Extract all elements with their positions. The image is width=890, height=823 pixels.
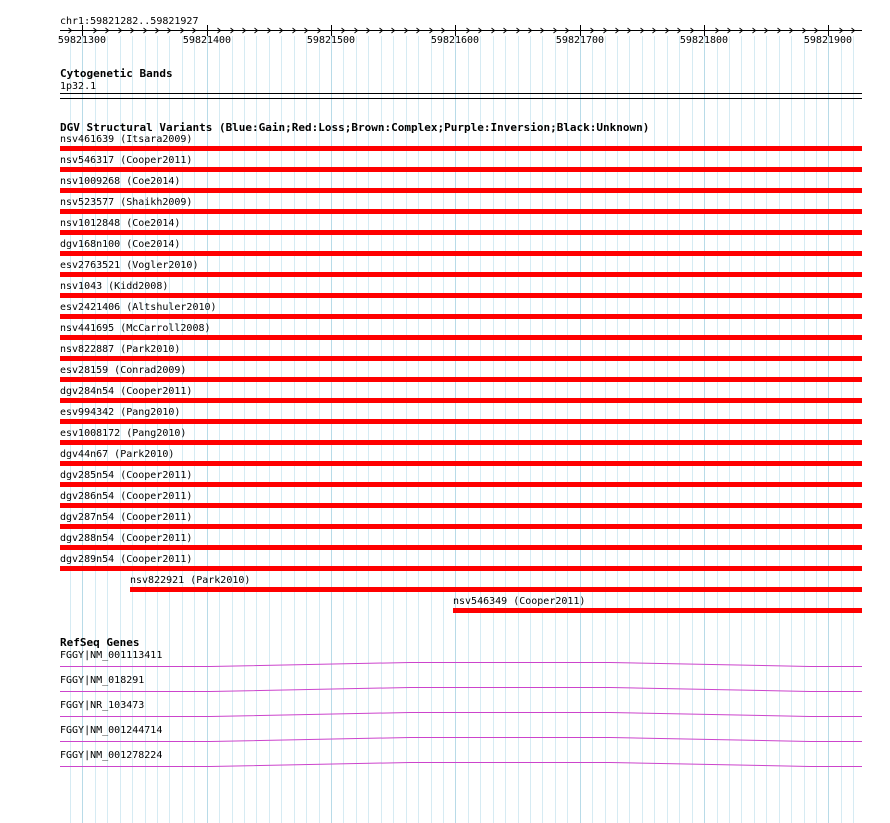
variant-label[interactable]: esv1008172 (Pang2010) <box>60 428 187 439</box>
gene-label[interactable]: FGGY|NM_001244714 <box>60 725 163 736</box>
variant-label[interactable]: dgv286n54 (Cooper2011) <box>60 491 193 502</box>
variant-bar[interactable] <box>60 545 862 550</box>
variant-bar[interactable] <box>60 356 862 361</box>
variant-bar[interactable] <box>60 230 862 235</box>
variant-bar[interactable] <box>130 587 862 592</box>
gene-intron-path <box>60 713 862 717</box>
variant-bar[interactable] <box>60 188 862 193</box>
ruler-tick-label: 59821400 <box>182 35 232 46</box>
variant-label[interactable]: esv2763521 (Vogler2010) <box>60 260 199 271</box>
gene-label[interactable]: FGGY|NR_103473 <box>60 700 145 711</box>
variant-label[interactable]: nsv546349 (Cooper2011) <box>453 596 586 607</box>
variant-label[interactable]: esv28159 (Conrad2009) <box>60 365 187 376</box>
refseq-track-title[interactable]: RefSeq Genes <box>60 636 140 649</box>
variant-bar[interactable] <box>60 293 862 298</box>
cytoband-line-bottom <box>60 98 862 99</box>
gene-intron-path <box>60 738 862 742</box>
gene-intron-line[interactable] <box>0 710 890 720</box>
gene-intron-line[interactable] <box>0 760 890 770</box>
variant-label[interactable]: nsv523577 (Shaikh2009) <box>60 197 193 208</box>
gene-label[interactable]: FGGY|NM_001278224 <box>60 750 163 761</box>
gene-intron-path <box>60 688 862 692</box>
variant-label[interactable]: dgv168n100 (Coe2014) <box>60 239 181 250</box>
variant-label[interactable]: nsv1012848 (Coe2014) <box>60 218 181 229</box>
variant-label[interactable]: esv2421406 (Altshuler2010) <box>60 302 217 313</box>
gene-intron-line[interactable] <box>0 685 890 695</box>
ruler-tick-label: 59821600 <box>430 35 480 46</box>
variant-bar[interactable] <box>60 314 862 319</box>
gene-label[interactable]: FGGY|NM_001113411 <box>60 650 163 661</box>
dgv-track-title[interactable]: DGV Structural Variants (Blue:Gain;Red:Loss;Brown:Complex;Purple:Inversion;Black:Unknown) <box>60 121 650 134</box>
variant-bar[interactable] <box>60 524 862 529</box>
variant-label[interactable]: nsv461639 (Itsara2009) <box>60 134 193 145</box>
gene-intron-path <box>60 763 862 767</box>
variant-bar[interactable] <box>60 566 862 571</box>
variant-label[interactable]: dgv44n67 (Park2010) <box>60 449 175 460</box>
variant-bar[interactable] <box>60 146 862 151</box>
gene-label[interactable]: FGGY|NM_018291 <box>60 675 145 686</box>
variant-label[interactable]: esv994342 (Pang2010) <box>60 407 181 418</box>
variant-bar[interactable] <box>60 482 862 487</box>
variant-label[interactable]: dgv285n54 (Cooper2011) <box>60 470 193 481</box>
ruler-tick-label: 59821500 <box>306 35 356 46</box>
gene-intron-path <box>60 663 862 667</box>
variant-bar[interactable] <box>60 209 862 214</box>
variant-bar[interactable] <box>60 440 862 445</box>
variant-bar[interactable] <box>60 251 862 256</box>
variant-bar[interactable] <box>60 503 862 508</box>
variant-label[interactable]: dgv284n54 (Cooper2011) <box>60 386 193 397</box>
variant-bar[interactable] <box>60 461 862 466</box>
variant-label[interactable]: dgv289n54 (Cooper2011) <box>60 554 193 565</box>
variant-bar[interactable] <box>60 398 862 403</box>
variant-label[interactable]: dgv288n54 (Cooper2011) <box>60 533 193 544</box>
cytoband-label[interactable]: 1p32.1 <box>60 81 97 92</box>
variant-bar[interactable] <box>60 335 862 340</box>
variant-label[interactable]: nsv441695 (McCarroll2008) <box>60 323 211 334</box>
ruler-tick-label: 59821700 <box>555 35 605 46</box>
variant-label[interactable]: dgv287n54 (Cooper2011) <box>60 512 193 523</box>
variant-bar[interactable] <box>60 167 862 172</box>
variant-label[interactable]: nsv822921 (Park2010) <box>130 575 251 586</box>
ruler-tick-label: 59821900 <box>803 35 853 46</box>
gene-intron-line[interactable] <box>0 660 890 670</box>
cytoband-line-top <box>60 93 862 94</box>
variant-bar[interactable] <box>60 272 862 277</box>
variant-label[interactable]: nsv1009268 (Coe2014) <box>60 176 181 187</box>
variant-label[interactable]: nsv546317 (Cooper2011) <box>60 155 193 166</box>
variant-label[interactable]: nsv822887 (Park2010) <box>60 344 181 355</box>
variant-label[interactable]: nsv1043 (Kidd2008) <box>60 281 169 292</box>
cytoband-track-title[interactable]: Cytogenetic Bands <box>60 67 173 80</box>
variant-bar[interactable] <box>60 419 862 424</box>
ruler-range-label: chr1:59821282..59821927 <box>60 16 199 27</box>
ruler-tick-label: 59821800 <box>679 35 729 46</box>
ruler-tick-label: 59821300 <box>57 35 107 46</box>
variant-bar[interactable] <box>60 377 862 382</box>
variant-bar[interactable] <box>453 608 862 613</box>
gene-intron-line[interactable] <box>0 735 890 745</box>
